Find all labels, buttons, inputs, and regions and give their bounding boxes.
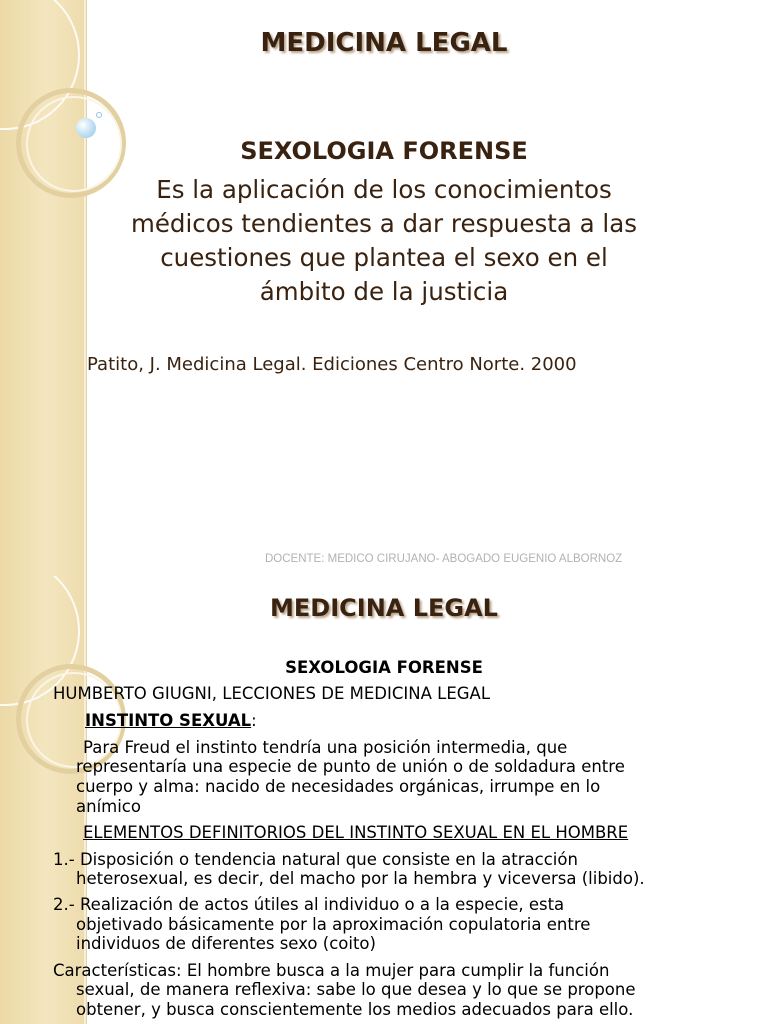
decorative-bubble [76, 118, 96, 138]
definition-line: cuestiones que plantea el sexo en el [160, 243, 608, 272]
instinct-heading [85, 711, 257, 731]
definition-line: ámbito de la justicia [259, 277, 509, 306]
slide-2 [0, 576, 768, 1024]
definition-line: médicos tendientes a dar respuesta a las [130, 209, 638, 238]
paragraph-line: representaría una especie de punto de unión o de soldadura entre [76, 757, 625, 776]
decorative-bubble [96, 112, 102, 118]
paragraph-line: sexual, de manera reflexiva: sabe lo que desea y lo que se propone [76, 980, 636, 999]
paragraph-line: cuerpo y alma: nacido de necesidades orgánicas, irrumpe en lo [76, 777, 601, 796]
paragraph-line: obtener, y busca conscientemente los medios adecuados para ello. [76, 1000, 634, 1019]
paragraph-line: heterosexual, es decir, del macho por la hembra y viceversa (libido). [76, 869, 645, 888]
paragraph-line: 1.- Disposición o tendencia natural que consiste en la atracción [53, 850, 578, 869]
definition-line: Es la aplicación de los conocimientos [156, 175, 612, 204]
paragraph-line: objetivado básicamente por la aproximación copulatoria entre [76, 915, 591, 934]
slide-subtitle: SEXOLOGIA FORENSE [285, 658, 483, 677]
slide-subtitle: SEXOLOGIA FORENSE [240, 137, 528, 165]
elements-heading: ELEMENTOS DEFINITORIOS DEL INSTINTO SEXUAL EN EL HOMBRE [83, 823, 629, 842]
instinct-heading-colon: : [251, 711, 257, 730]
citation: Patito, J. Medicina Legal. Ediciones Centro Norte. 2000 [87, 354, 577, 375]
paragraph-line: Para Freud el instinto tendría una posición intermedia, que [83, 738, 568, 757]
slide-title: MEDICINA LEGAL [270, 594, 498, 622]
source-reference: HUMBERTO GIUGNI, LECCIONES DE MEDICINA LEGAL [53, 684, 491, 703]
slide-footer: DOCENTE: MEDICO CIRUJANO- ABOGADO EUGENIO ALBORNOZ [265, 553, 623, 565]
paragraph-line: individuos de diferentes sexo (coito) [76, 934, 376, 953]
paragraph-line: 2.- Realización de actos útiles al individuo o a la especie, esta [53, 895, 565, 914]
paragraph-line: Características: El hombre busca a la mujer para cumplir la función [53, 961, 610, 980]
paragraph-line: anímico [76, 797, 141, 816]
instinct-heading-text: INSTINTO SEXUAL [85, 711, 252, 730]
slide-title: MEDICINA LEGAL [260, 28, 508, 58]
